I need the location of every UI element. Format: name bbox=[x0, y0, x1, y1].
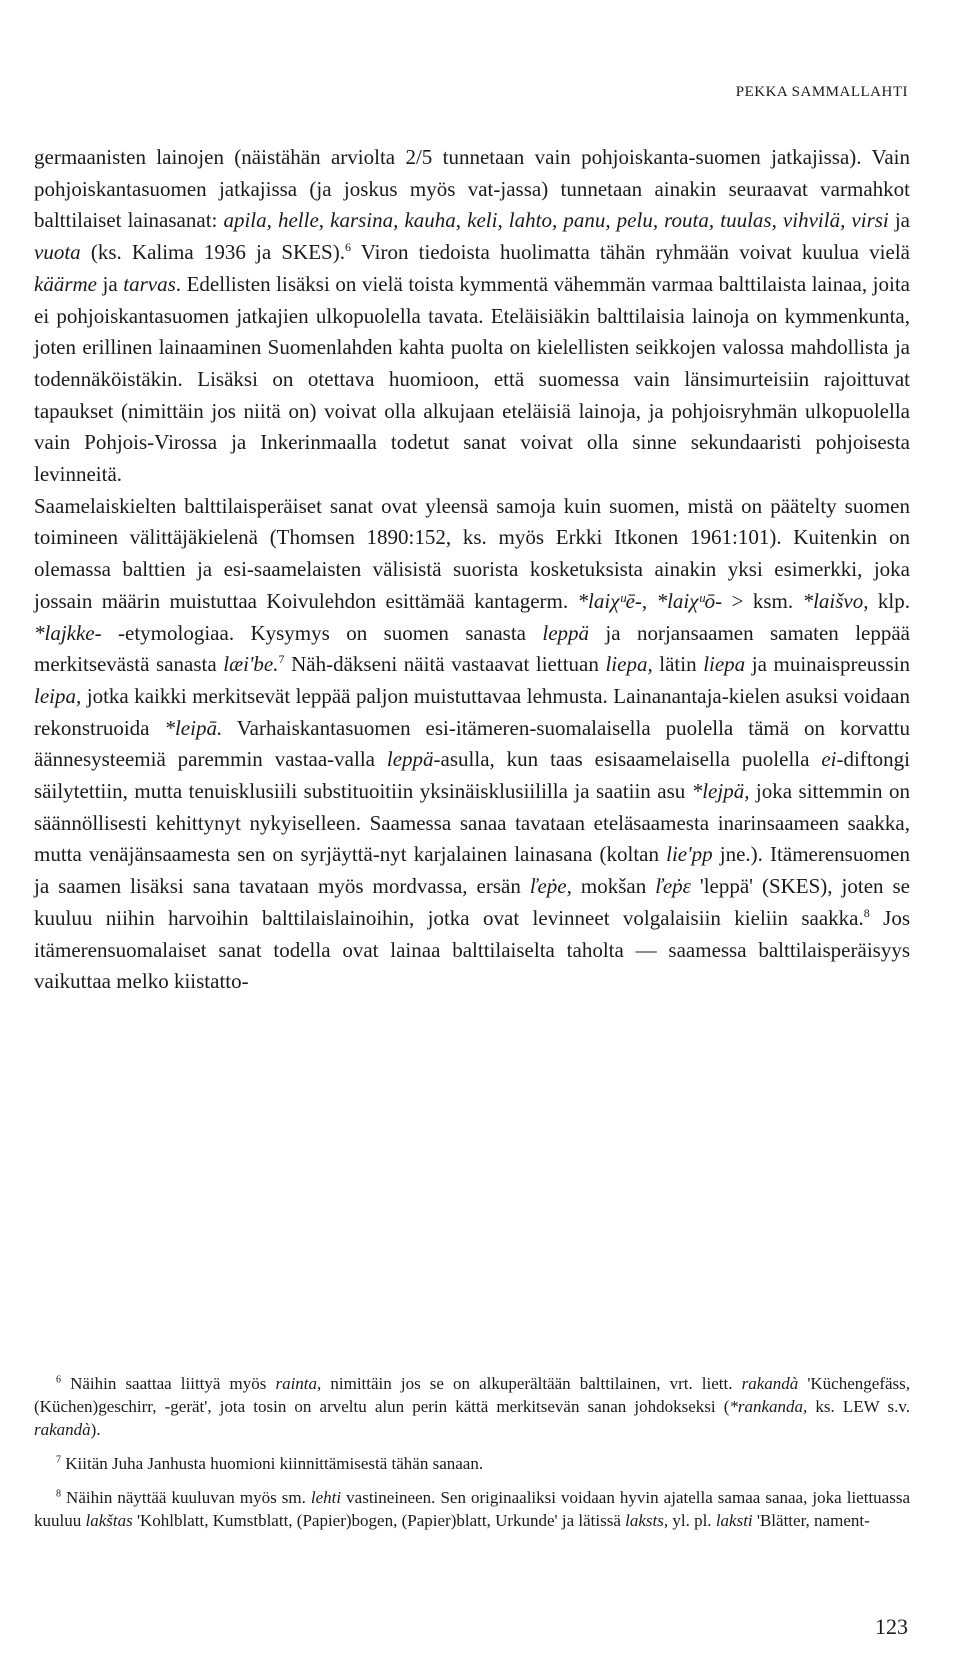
text-run: -etymologiaa. Kysymys on suomen sanasta bbox=[101, 620, 543, 645]
italic-term: ľeṗe, bbox=[529, 874, 572, 899]
text-run: ja bbox=[96, 271, 124, 296]
text-run: ks. LEW s.v. bbox=[807, 1397, 910, 1416]
footnote-ref-6[interactable]: 6 bbox=[344, 240, 351, 255]
footnote-ref-7[interactable]: 7 bbox=[278, 652, 285, 667]
text-run: -asulla, kun taas esisaamelaisella puolella bbox=[433, 747, 822, 772]
text-run: Näihin saattaa liittyä myös bbox=[61, 1374, 276, 1393]
italic-term: lehti bbox=[310, 1488, 342, 1507]
italic-term: tarvas bbox=[123, 271, 176, 296]
text-run: , bbox=[641, 588, 657, 613]
text-run: Viron tiedoista huolimatta tähän ryhmään voivat kuulua vielä bbox=[350, 240, 910, 265]
text-run: nimittäin jos se on alkuperältään balttilainen, vrt. liett. bbox=[321, 1374, 742, 1393]
text-run: ja norjansaamen samaten leppää merkitsevästä sanasta bbox=[34, 620, 910, 677]
text-run: . Edellisten lisäksi on vielä toista kymmentä vähemmän varmaa balttilaista lainaa, joita ei pohjoiskantasuomen jatkajien ulkopuolella tavata. Eteläisiäkin balttilaisia lainoja on kymmenkunta, joten erillinen lainaaminen Suomenlahden kahta puolta on kielellisten seikkojen valossa mahdollista ja todennäköistäkin. Lisäksi on otettava huomioon, että suomessa vain länsimurteisiin rajoittuvat tapaukset (nimittäin jos niitä on) voivat olla alkujaan eteläisiä lainoja, ja pohjoisryhmän ulkopuolella vain Pohjois-Virossa ja Inkerinmaalla todetut sanat voivat olla sinne sekundaaristi pohjoisesta levinneitä. bbox=[34, 271, 910, 487]
italic-term: rakandà bbox=[34, 1420, 91, 1439]
text-run: jne.). Itämerensuomen ja saamen lisäksi sana tavataan myös mordvassa, ersän bbox=[34, 842, 910, 899]
italic-term: leipa, bbox=[34, 683, 82, 708]
italic-term: liepa, bbox=[605, 652, 653, 677]
text-run: ). bbox=[90, 1420, 101, 1439]
page-number: 123 bbox=[875, 1614, 908, 1639]
text-run: mokšan bbox=[571, 874, 656, 899]
text-run: 'Blätter, nament- bbox=[752, 1511, 870, 1530]
text-run: Varhaiskantasuomen esi-itämeren-suomalaisella puolella tämä on korvattu äännesysteemiä paremmin vastaa-valla bbox=[34, 715, 910, 772]
footnote-marker: 6 bbox=[56, 1374, 61, 1386]
footnote-marker: 8 bbox=[56, 1488, 61, 1500]
italic-term: ľeṗε bbox=[655, 874, 691, 899]
text-run: 'leppä' (SKES), joten se kuuluu niihin harvoihin balttilaislainoihin, jotka ovat levinneet volgalaisiin kieliin saakka. bbox=[34, 874, 911, 930]
text-run: Näh-däkseni näitä vastaavat liettuan bbox=[284, 652, 606, 677]
footnotes bbox=[34, 1372, 910, 1543]
running-header: PEKKA SAMMALLAHTI bbox=[735, 84, 908, 100]
text-run: yl. pl. bbox=[668, 1511, 716, 1530]
text-run: (ks. Kalima 1936 ja SKES). bbox=[80, 240, 345, 265]
italic-term: *rankanda, bbox=[729, 1397, 808, 1416]
footnote-ref-8[interactable]: 8 bbox=[863, 905, 870, 920]
text-run: vastineineen. Sen originaaliksi voidaan hyvin ajatella samaa sanaa, joka liettuassa kuuluu bbox=[34, 1488, 910, 1530]
italic-term: *laiχᵘō- bbox=[656, 588, 723, 613]
italic-term: rainta, bbox=[275, 1374, 322, 1393]
text-run: joka sittemmin on säännöllisesti kehittynyt nykyiselleen. Saamessa sanaa tavataan eteläsaamesta inarinsaameen saakka, mutta venäjänsaamesta sen on syrjäyttä-nyt karjalainen lainasana (koltan bbox=[34, 779, 910, 867]
text-run: lätin bbox=[652, 652, 704, 677]
footnote-8 bbox=[34, 1486, 910, 1532]
text-run: > ksm. bbox=[722, 588, 803, 613]
italic-term: rakandà bbox=[741, 1374, 799, 1393]
text-run: -diftongi säilytettiin, mutta tenuisklusiili substituoitiin yksinäisklusiililla ja saatiin asu bbox=[34, 747, 910, 804]
italic-term: *lejpä, bbox=[691, 779, 750, 804]
italic-term: vuota bbox=[34, 240, 81, 265]
footnote-6 bbox=[34, 1372, 910, 1441]
italic-term: laksts, bbox=[625, 1511, 669, 1530]
italic-term: lakštas bbox=[85, 1511, 133, 1530]
text-run: 'Küchengefäss, (Küchen)geschirr, -gerät', jota tosin on arveltu alun perin kättä merkitsevän sanan johdokseksi ( bbox=[34, 1374, 911, 1416]
footnote-7 bbox=[34, 1452, 910, 1475]
footnote-marker: 7 bbox=[56, 1454, 61, 1466]
italic-term: *leipā. bbox=[164, 715, 223, 740]
text-run: Näihin näyttää kuuluvan myös sm. bbox=[61, 1488, 311, 1507]
main-text bbox=[34, 142, 910, 998]
text-run: klp. bbox=[868, 588, 910, 613]
italic-term: ei bbox=[821, 747, 837, 772]
text-run: Saamelaiskielten balttilaisperäiset sanat ovat yleensä samoja kuin suomen, mistä on päätelty suomen toimineen välittäjäkielenä (Thomsen 1890:152, ks. myös Erkki Itkonen 1961:101). Kuitenkin on olemassa balttien ja esi-saamelaisten välisistä suorista kosketuksista ainakin yksi esimerkki, joka jossain määrin muistuttaa Koivulehdon esittämää kantagerm. bbox=[34, 493, 910, 613]
paragraph-2 bbox=[34, 491, 910, 998]
text-run: ja muinaispreussin bbox=[745, 652, 910, 677]
italic-term: leppä bbox=[542, 620, 590, 645]
italic-term: liepa bbox=[703, 652, 746, 677]
text-run: Jos itämerensuomalaiset sanat todella ovat lainaa balttilaiselta taholta — saamessa balttilaisperäisyys vaikuttaa melko kiistatto- bbox=[34, 905, 910, 994]
italic-term: leppä bbox=[386, 747, 434, 772]
paragraph-1 bbox=[34, 142, 910, 491]
italic-term: *laišvo, bbox=[802, 588, 869, 613]
italic-term: *laiχᵘē- bbox=[577, 588, 642, 613]
text-run: Kiitän Juha Janhusta huomioni kiinnittämisestä tähän sanaan. bbox=[61, 1454, 484, 1473]
text-run: jotka kaikki merkitsevät leppää paljon muistuttavaa lehmusta. Lainanantaja-kielen asuksi voidaan rekonstruoida bbox=[34, 683, 910, 740]
text-run: ja bbox=[888, 208, 911, 233]
italic-term: laksti bbox=[715, 1511, 753, 1530]
italic-term: læi'be. bbox=[223, 652, 279, 677]
italic-term: lie'pp bbox=[666, 842, 713, 867]
italic-term: *lajkke- bbox=[34, 620, 102, 645]
italic-term: käärme bbox=[34, 271, 97, 296]
italic-term: apila, helle, karsina, kauha, keli, lahto, panu, pelu, routa, tuulas, vihvilä, virsi bbox=[223, 208, 889, 233]
text-run: germaanisten lainojen (näistähän arviolta 2/5 tunnetaan vain pohjoiskanta-suomen jatkajissa). Vain pohjoiskantasuomen jatkajissa (ja joskus myös vat-jassa) tunnetaan ainakin seuraavat varmahkot balttilaiset lainasanat: bbox=[34, 145, 910, 233]
text-run: 'Kohlblatt, Kumstblatt, (Papier)bogen, (Papier)blatt, Urkunde' ja lätissä bbox=[132, 1511, 626, 1530]
